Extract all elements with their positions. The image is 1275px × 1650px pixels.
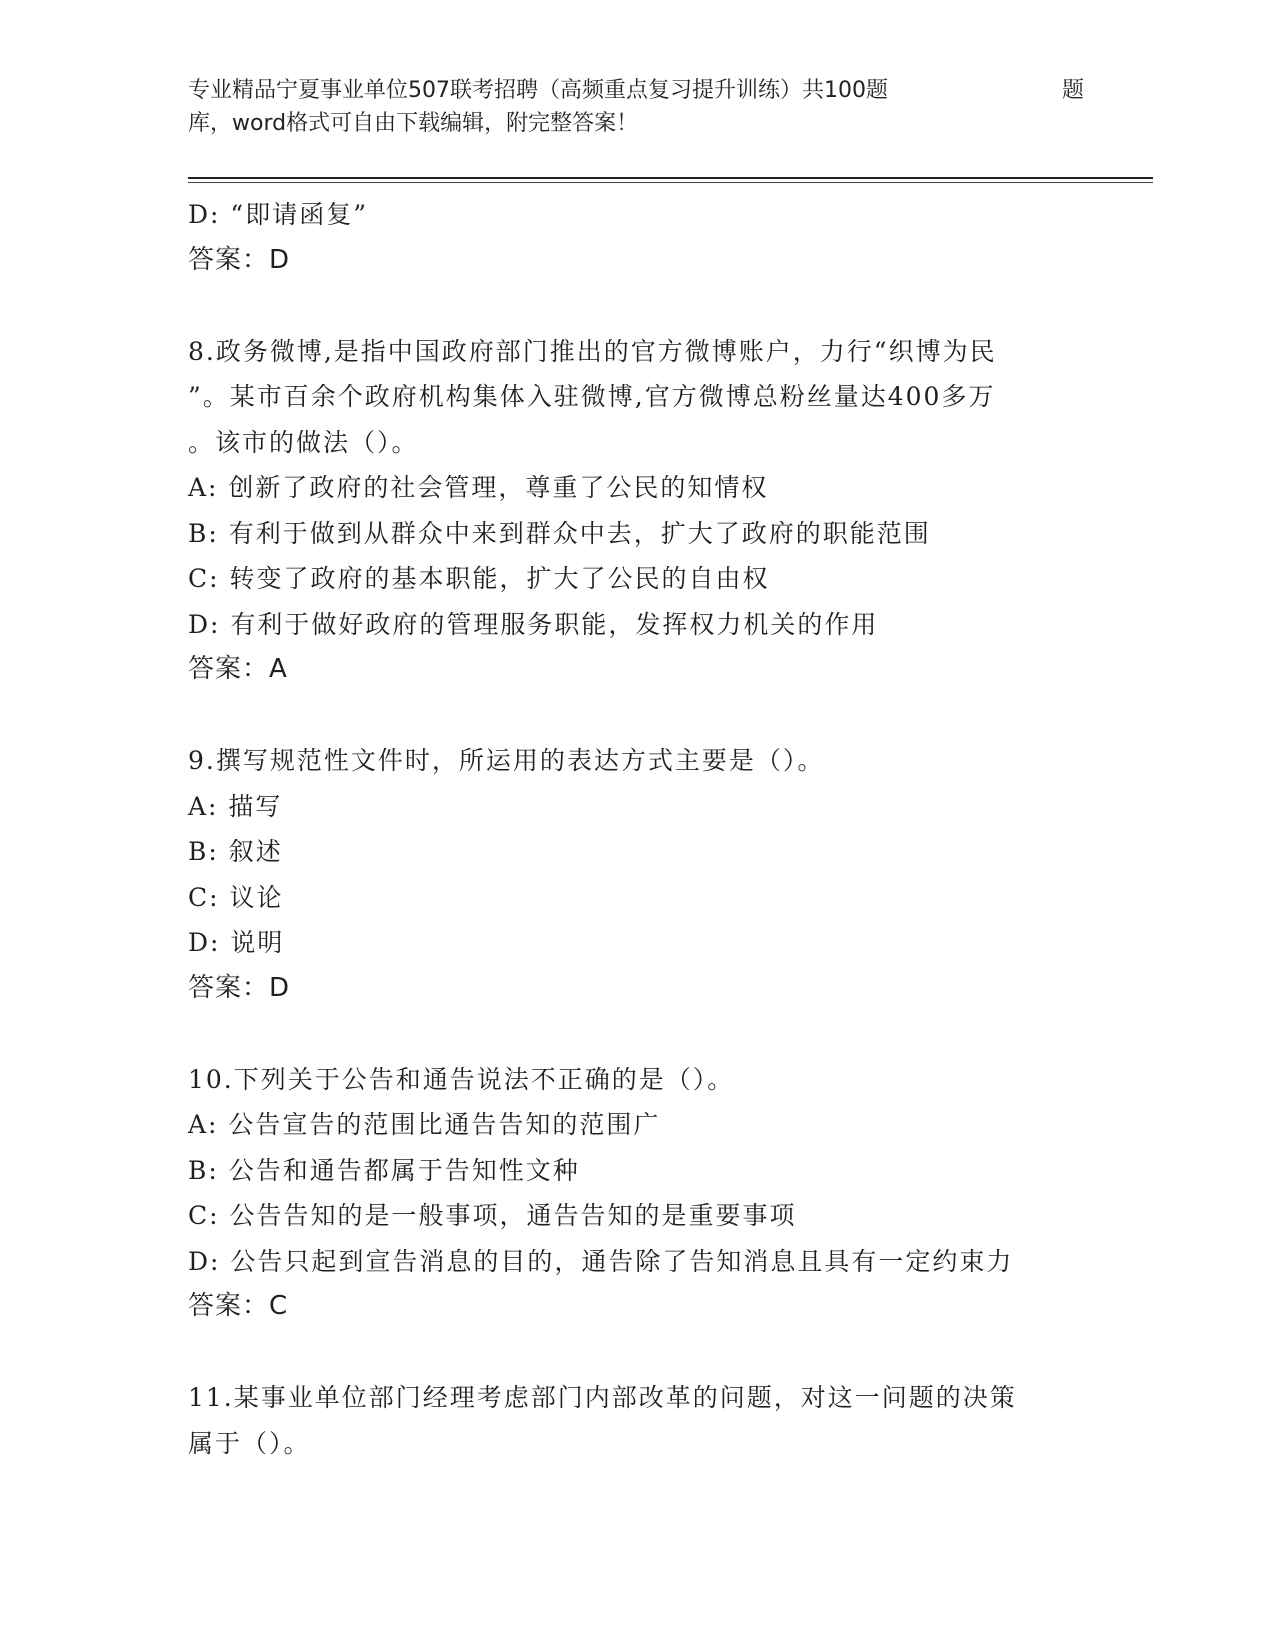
question-content	[188, 192, 1088, 1466]
question-stem-line: 9.撰写规范性文件时，所运用的表达方式主要是（）。	[188, 746, 825, 775]
spacer	[188, 1330, 1088, 1376]
option-c: C: 转变了政府的基本职能，扩大了公民的自由权	[188, 564, 770, 593]
question-stem-line: 属于（）。	[188, 1428, 311, 1458]
question-11	[188, 1375, 1088, 1466]
answer: 答案：A	[188, 654, 288, 684]
option-c: C: 公告告知的是一般事项，通告告知的是重要事项	[188, 1201, 797, 1230]
question-stem-line: 8.政务微博,是指中国政府部门推出的官方微博账户，力行“织博为民	[188, 336, 997, 366]
option-c: C: 议论	[188, 882, 284, 912]
question-9	[188, 738, 1088, 1011]
question-8	[188, 329, 1088, 693]
answer: 答案：C	[188, 1291, 289, 1321]
question-stem-line: 11.某事业单位部门经理考虑部门内部改革的问题，对这一问题的决策	[188, 1383, 1017, 1412]
option-d: D: 有利于做好政府的管理服务职能，发挥权力机关的作用	[188, 609, 879, 639]
option-a: A: 描写	[188, 791, 283, 821]
prev-option-d: D: “即请函复”	[188, 200, 368, 229]
prev-answer: 答案：D	[188, 244, 291, 275]
question-10	[188, 1057, 1088, 1330]
header-title-tail: 题	[1061, 78, 1084, 103]
question-stem-line: ”。某市百余个政府机构集体入驻微博,官方微博总粉丝量达400多万	[188, 382, 996, 411]
option-d: D: 说明	[188, 928, 285, 957]
spacer	[188, 1011, 1088, 1057]
option-a: A: 公告宣告的范围比通告告知的范围广	[188, 1110, 661, 1139]
spacer	[188, 693, 1088, 739]
header-divider-thin	[188, 182, 1153, 183]
option-b: B: 有利于做到从群众中来到群众中去，扩大了政府的职能范围	[188, 518, 931, 548]
header-line-2: 库，word格式可自由下载编辑，附完整答案！	[188, 111, 639, 136]
option-d: D: 公告只起到宣告消息的目的，通告除了告知消息且具有一定约束力	[188, 1246, 1014, 1276]
header-line-1	[188, 74, 1088, 107]
header-title: 专业精品宁夏事业单位507联考招聘（高频重点复习提升训练）共100题	[188, 78, 888, 103]
spacer	[188, 283, 1088, 329]
page-header	[188, 74, 1088, 140]
question-stem-line: 。该市的做法（）。	[188, 427, 419, 457]
option-b: B: 公告和通告都属于告知性文种	[188, 1155, 580, 1185]
option-a: A: 创新了政府的社会管理，尊重了公民的知情权	[188, 473, 769, 502]
option-b: B: 叙述	[188, 837, 283, 866]
header-divider-thick	[188, 177, 1153, 179]
answer: 答案：D	[188, 972, 291, 1003]
question-stem-line: 10.下列关于公告和通告说法不正确的是（）。	[188, 1064, 735, 1094]
